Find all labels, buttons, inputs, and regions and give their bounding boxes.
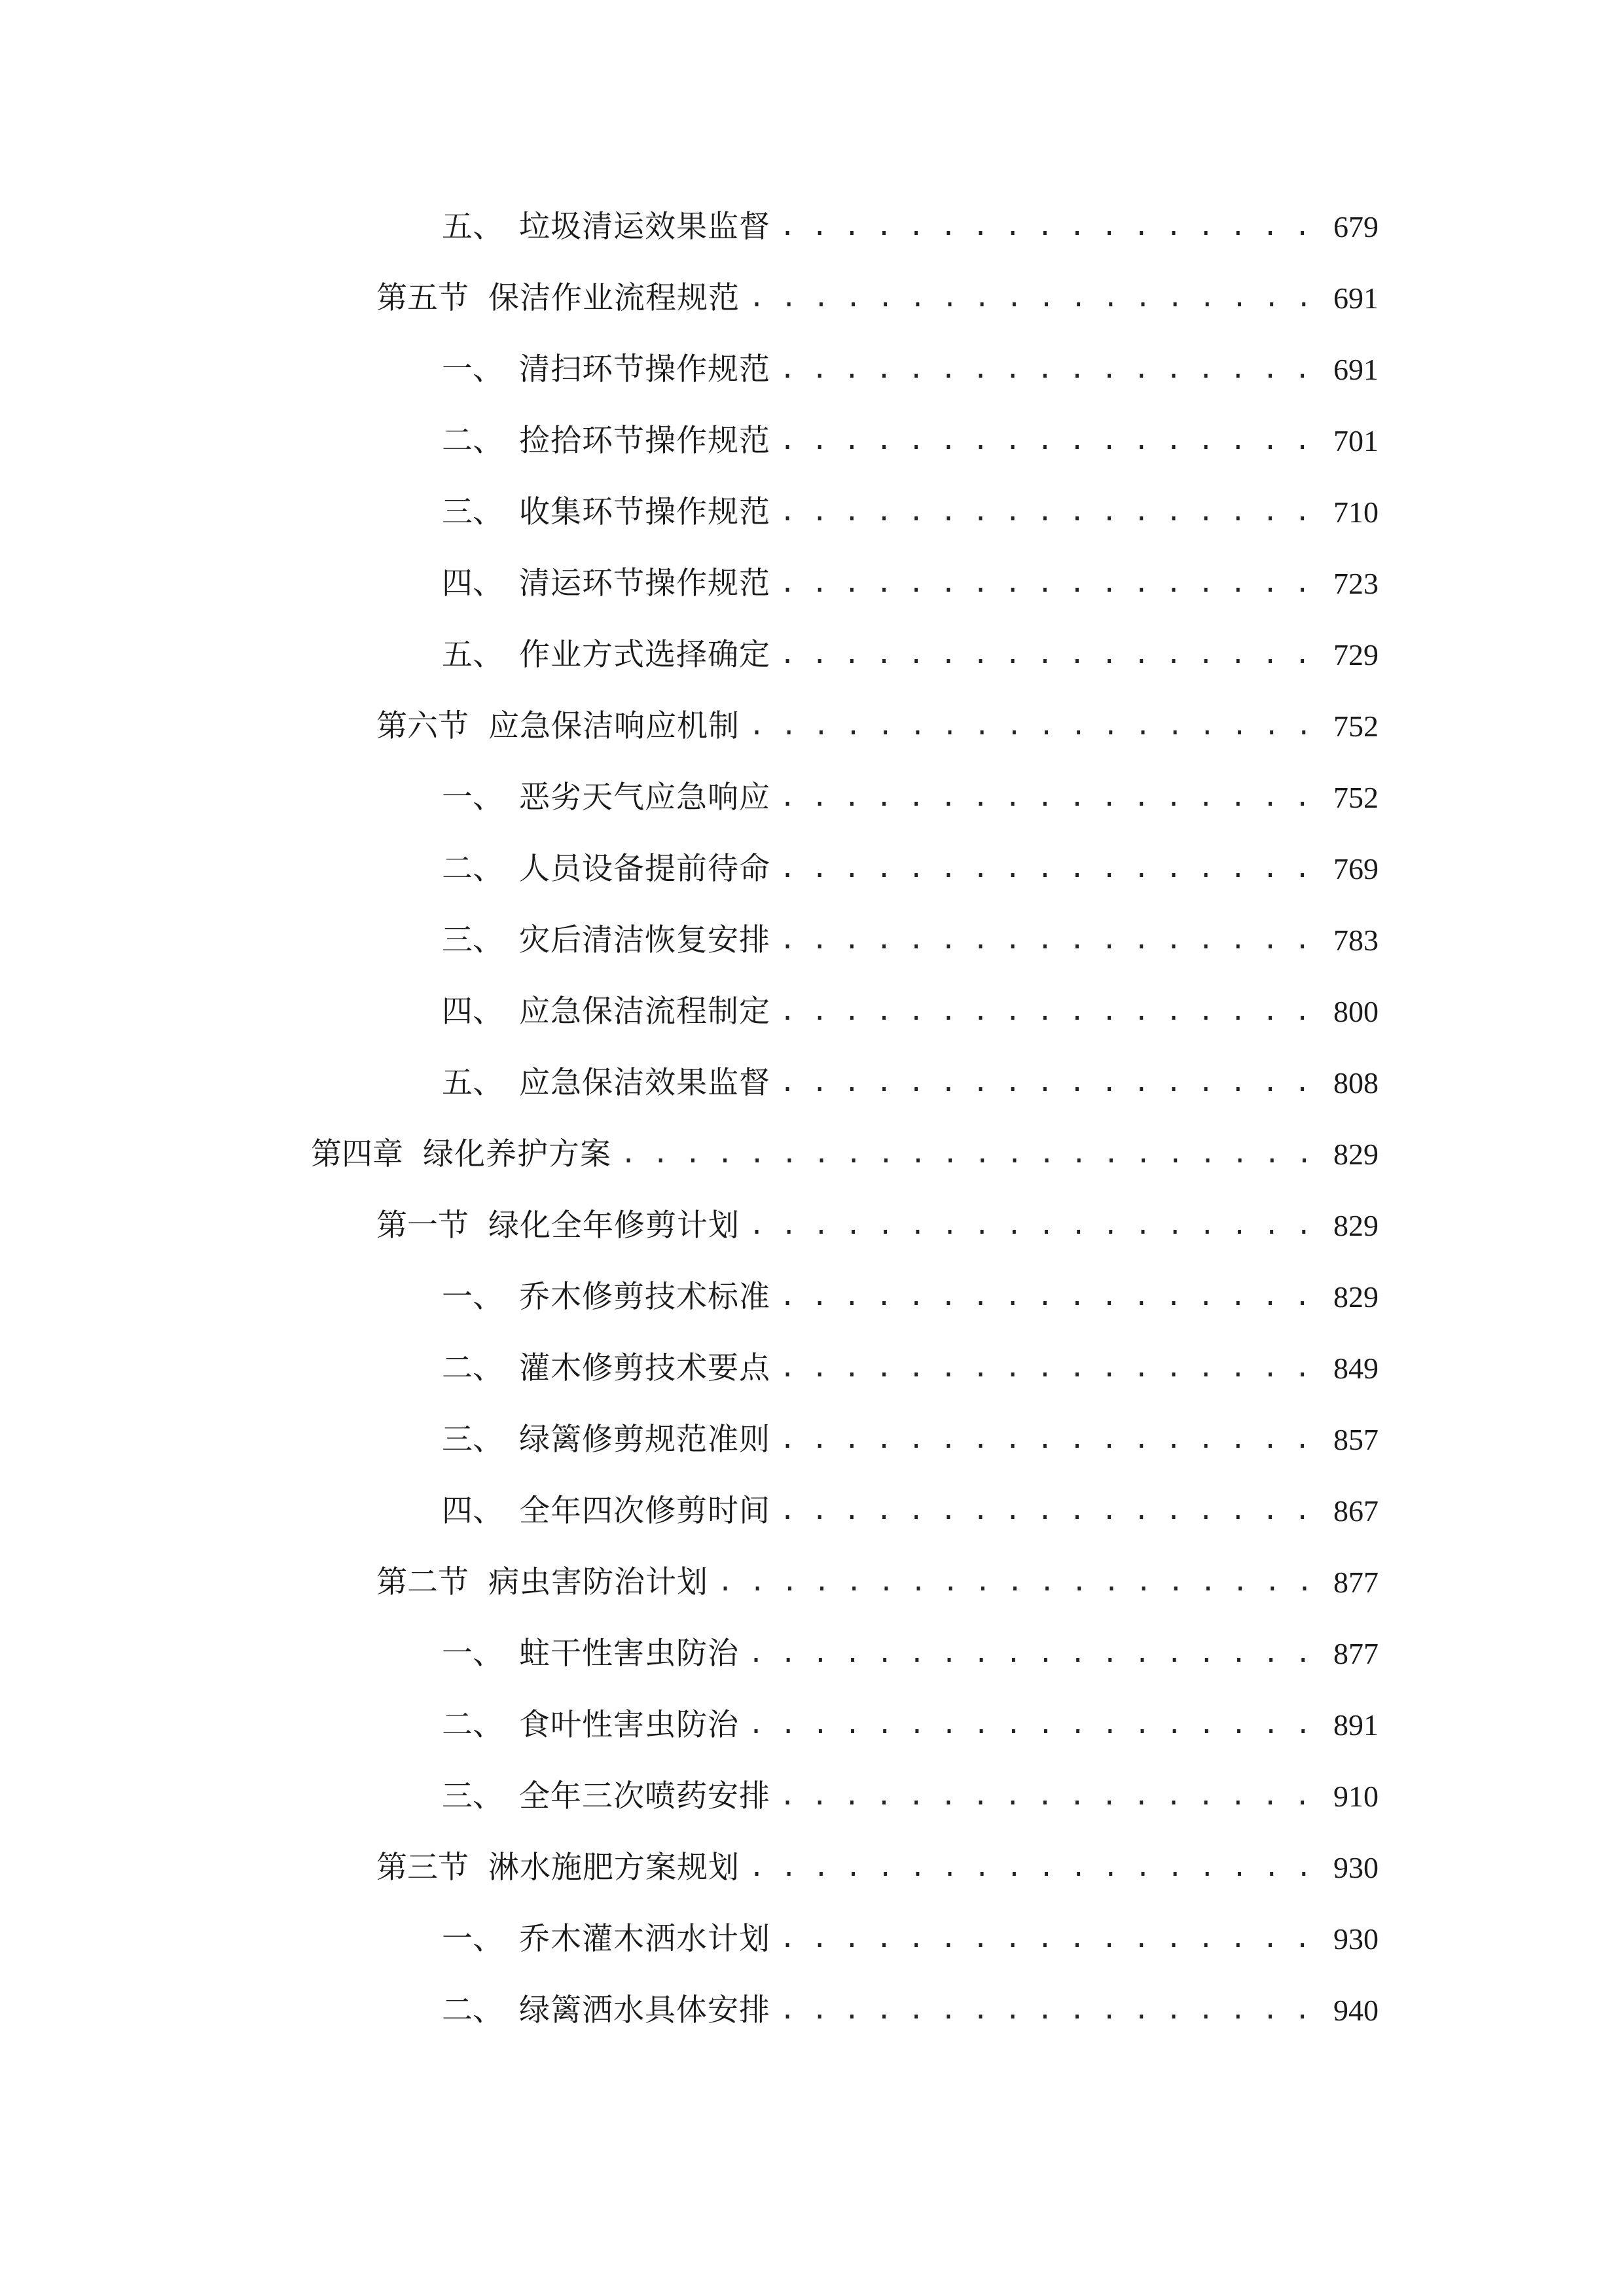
toc-entry-title: 乔木修剪技术标准 — [519, 1279, 770, 1315]
toc-entry-marker: 第三节 — [376, 1850, 469, 1886]
toc-entry[interactable] — [442, 1617, 1379, 1672]
dot-leader — [621, 1141, 1309, 1167]
dot-leader — [780, 1426, 1309, 1452]
toc-entry-title: 灌木修剪技术要点 — [519, 1350, 770, 1386]
toc-entry[interactable] — [442, 761, 1379, 816]
toc-entry[interactable] — [442, 1331, 1379, 1384]
toc-entry-title: 恶劣天气应急响应 — [519, 780, 770, 816]
dot-leader — [748, 1640, 1309, 1666]
toc-entry[interactable] — [311, 1117, 1379, 1170]
toc-entry-marker: 一、 — [442, 1921, 503, 1957]
toc-entry[interactable] — [442, 1046, 1379, 1101]
toc-entry[interactable] — [442, 1260, 1379, 1315]
toc-entry-title: 全年四次修剪时间 — [519, 1493, 770, 1529]
toc-entry-marker: 五、 — [442, 637, 503, 673]
toc-entry-page: 710 — [1333, 495, 1379, 529]
toc-entry-page: 829 — [1333, 1209, 1379, 1242]
dot-leader — [780, 1283, 1309, 1310]
toc-entry-title: 垃圾清运效果监督 — [519, 209, 770, 245]
toc-entry-marker: 五、 — [442, 1065, 503, 1101]
toc-entry-title: 绿化养护方案 — [423, 1136, 611, 1172]
toc-entry-page: 829 — [1333, 1138, 1379, 1171]
toc-entry-marker: 一、 — [442, 1279, 503, 1315]
dot-leader — [780, 927, 1309, 953]
toc-entry-page: 808 — [1333, 1066, 1379, 1100]
dot-leader — [780, 427, 1309, 454]
toc-entry[interactable] — [376, 261, 1379, 314]
dot-leader — [780, 356, 1309, 382]
toc-entry-marker: 五、 — [442, 209, 503, 245]
toc-entry[interactable] — [442, 547, 1379, 599]
toc-entry[interactable] — [442, 1973, 1379, 2026]
toc-entry-marker: 第六节 — [376, 708, 469, 744]
toc-entry-marker: 第五节 — [376, 280, 469, 316]
toc-entry[interactable] — [442, 618, 1379, 673]
dot-leader — [780, 784, 1309, 810]
toc-entry-page: 940 — [1333, 1994, 1379, 2027]
toc-entry[interactable] — [376, 689, 1379, 742]
dot-leader — [780, 1498, 1309, 1524]
toc-entry-page: 930 — [1333, 1922, 1379, 1956]
toc-entry[interactable] — [442, 1902, 1379, 1957]
dot-leader — [780, 1355, 1309, 1381]
dot-leader — [749, 1212, 1309, 1238]
toc-entry-marker: 三、 — [442, 1422, 503, 1458]
toc-entry-page: 829 — [1333, 1280, 1379, 1314]
toc-entry-page: 769 — [1333, 852, 1379, 886]
toc-entry-title: 灾后清洁恢复安排 — [519, 922, 770, 958]
toc-entry-title: 绿化全年修剪计划 — [488, 1208, 740, 1244]
toc-entry-marker: 第一节 — [376, 1208, 469, 1244]
dot-leader — [749, 285, 1309, 311]
dot-leader — [780, 1997, 1309, 2023]
dot-leader — [749, 1854, 1309, 1880]
toc-entry-page: 877 — [1333, 1566, 1379, 1599]
toc-entry-page: 930 — [1333, 1851, 1379, 1884]
toc-entry[interactable] — [442, 1474, 1379, 1529]
toc-entry-page: 729 — [1333, 638, 1379, 672]
toc-entry-marker: 三、 — [442, 494, 503, 530]
toc-entry-marker: 二、 — [442, 1707, 503, 1743]
dot-leader — [780, 1783, 1309, 1809]
toc-entry[interactable] — [442, 404, 1379, 459]
toc-entry-page: 752 — [1333, 709, 1379, 743]
toc-entry-title: 清扫环节操作规范 — [519, 351, 770, 387]
toc-entry[interactable] — [376, 1545, 1379, 1598]
toc-entry-title: 全年三次喷药安排 — [519, 1778, 770, 1814]
dot-leader — [780, 1069, 1309, 1096]
toc-entry-page: 701 — [1333, 424, 1379, 457]
toc-entry-marker: 三、 — [442, 1778, 503, 1814]
toc-entry-page: 783 — [1333, 924, 1379, 957]
toc-entry-marker: 一、 — [442, 351, 503, 387]
toc-entry[interactable] — [442, 903, 1379, 956]
toc-entry-title: 蛀干性害虫防治 — [519, 1636, 739, 1672]
toc-entry-title: 淋水施肥方案规划 — [488, 1850, 740, 1886]
toc-entry-marker: 一、 — [442, 1636, 503, 1672]
toc-entry-page: 849 — [1333, 1352, 1379, 1385]
toc-entry-title: 清运环节操作规范 — [519, 565, 770, 601]
toc-entry[interactable] — [442, 975, 1379, 1030]
toc-entry-marker: 三、 — [442, 922, 503, 958]
toc-entry-page: 723 — [1333, 567, 1379, 600]
toc-entry-title: 应急保洁响应机制 — [488, 708, 740, 744]
toc-entry-marker: 二、 — [442, 851, 503, 887]
toc-entry[interactable] — [442, 1403, 1379, 1458]
dot-leader — [780, 570, 1309, 596]
toc-entry-page: 752 — [1333, 781, 1379, 814]
toc-entry-page: 877 — [1333, 1637, 1379, 1670]
toc-entry-title: 乔木灌木洒水计划 — [519, 1921, 770, 1957]
dot-leader — [780, 1926, 1309, 1952]
toc-entry-marker: 四、 — [442, 994, 503, 1030]
dot-leader — [748, 1712, 1309, 1738]
dot-leader — [749, 713, 1309, 739]
toc-entry-marker: 二、 — [442, 1350, 503, 1386]
toc-entry[interactable] — [442, 1759, 1379, 1812]
toc-entry-page: 679 — [1333, 210, 1379, 243]
toc-entry[interactable] — [442, 832, 1379, 887]
toc-entry-page: 857 — [1333, 1423, 1379, 1456]
toc-entry-page: 800 — [1333, 995, 1379, 1028]
toc-entry-page: 891 — [1333, 1708, 1379, 1742]
toc-entry-title: 绿篱修剪规范准则 — [519, 1422, 770, 1458]
toc-entry-marker: 二、 — [442, 423, 503, 459]
dot-leader — [780, 641, 1309, 668]
toc-entry-title: 病虫害防治计划 — [488, 1564, 708, 1600]
toc-entry[interactable] — [442, 190, 1379, 245]
toc-entry-page: 691 — [1333, 353, 1379, 386]
dot-leader — [780, 998, 1309, 1024]
toc-entry-title: 人员设备提前待命 — [519, 851, 770, 887]
toc-entry-title: 应急保洁效果监督 — [519, 1065, 770, 1101]
toc-entry-title: 应急保洁流程制定 — [519, 994, 770, 1030]
toc-entry[interactable] — [442, 1688, 1379, 1743]
toc-entry-title: 绿篱洒水具体安排 — [519, 1992, 770, 2028]
toc-entry-title: 保洁作业流程规范 — [488, 280, 740, 316]
dot-leader — [717, 1569, 1309, 1595]
toc-entry[interactable] — [376, 1189, 1379, 1244]
toc-entry-page: 691 — [1333, 281, 1379, 315]
toc-entry[interactable] — [376, 1831, 1379, 1886]
toc-entry-marker: 四、 — [442, 1493, 503, 1529]
toc-entry-page: 867 — [1333, 1494, 1379, 1528]
toc-entry-title: 作业方式选择确定 — [519, 637, 770, 673]
toc-entry-marker: 一、 — [442, 780, 503, 816]
toc-entry-marker: 第四章 — [311, 1136, 403, 1172]
toc-entry[interactable] — [442, 475, 1379, 528]
toc-entry-title: 收集环节操作规范 — [519, 494, 770, 530]
dot-leader — [780, 855, 1309, 882]
toc-entry-marker: 第二节 — [376, 1564, 469, 1600]
dot-leader — [780, 499, 1309, 525]
toc-entry-title: 食叶性害虫防治 — [519, 1707, 739, 1743]
toc-entry[interactable] — [442, 332, 1379, 385]
toc-entry-marker: 二、 — [442, 1992, 503, 2028]
toc-entry-page: 910 — [1333, 1780, 1379, 1813]
toc-entry-title: 捡拾环节操作规范 — [519, 423, 770, 459]
dot-leader — [780, 213, 1309, 240]
toc-entry-marker: 四、 — [442, 565, 503, 601]
